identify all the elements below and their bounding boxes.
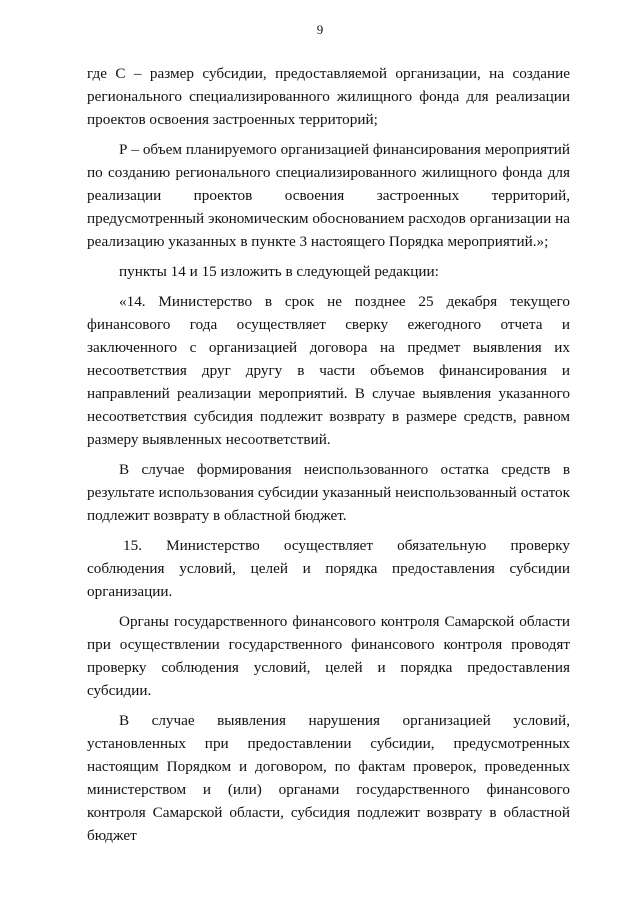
paragraph-item-15: 15. Министерство осуществляет обязательную проверку соблюдения условий, целей и порядка предоставления субсидии организации.: [87, 536, 570, 600]
document-body: [87, 62, 570, 854]
paragraph-violations: В случае выявления нарушения организацией условий, установленных при предоставлении субсидии, предусмотренных настоящим Порядком и договором, по фактам проверок, проведенных министерством и (или) органами государственного финансового контроля Самарской области, субсидия подлежит возврату в областной бюджет: [87, 711, 570, 845]
paragraph-definition-c: где С – размер субсидии, предоставляемой организации, на создание регионального специализированного жилищного фонда для реализации проектов освоения застроенных территорий;: [87, 65, 570, 129]
paragraph-financial-control: Органы государственного финансового контроля Самарской области при осуществлении государственного финансового контроля проводят проверку соблюдения условий, целей и порядка предоставления субсидии.: [87, 612, 570, 699]
paragraph-item-14: «14. Министерство в срок не позднее 25 декабря текущего финансового года осуществляет сверку ежегодного отчета и заключенного с организацией договора на предмет выявления их несоответствия друг другу в части объемов финансирования и направлений реализации мероприятий. В случае выявления указанного несоответствия субсидия подлежит возврату в размере средств, равном размеру выявленных несоответствий.: [87, 292, 570, 449]
page-number: 9: [316, 22, 324, 37]
paragraph-definition-p: Р – объем планируемого организацией финансирования мероприятий по созданию регионального специализированного жилищного фонда для реализации проектов освоения застроенных территорий, предусмотренный экономическим обоснованием расходов организации на реализацию указанных в пункте 3 настоящего Порядка мероприятий.»;: [87, 140, 570, 251]
paragraph-unused-balance: В случае формирования неиспользованного остатка средств в результате использования субсидии указанный неиспользованный остаток подлежит возврату в областной бюджет.: [87, 460, 570, 525]
paragraph-amendment-intro: пункты 14 и 15 изложить в следующей редакции:: [119, 262, 439, 280]
